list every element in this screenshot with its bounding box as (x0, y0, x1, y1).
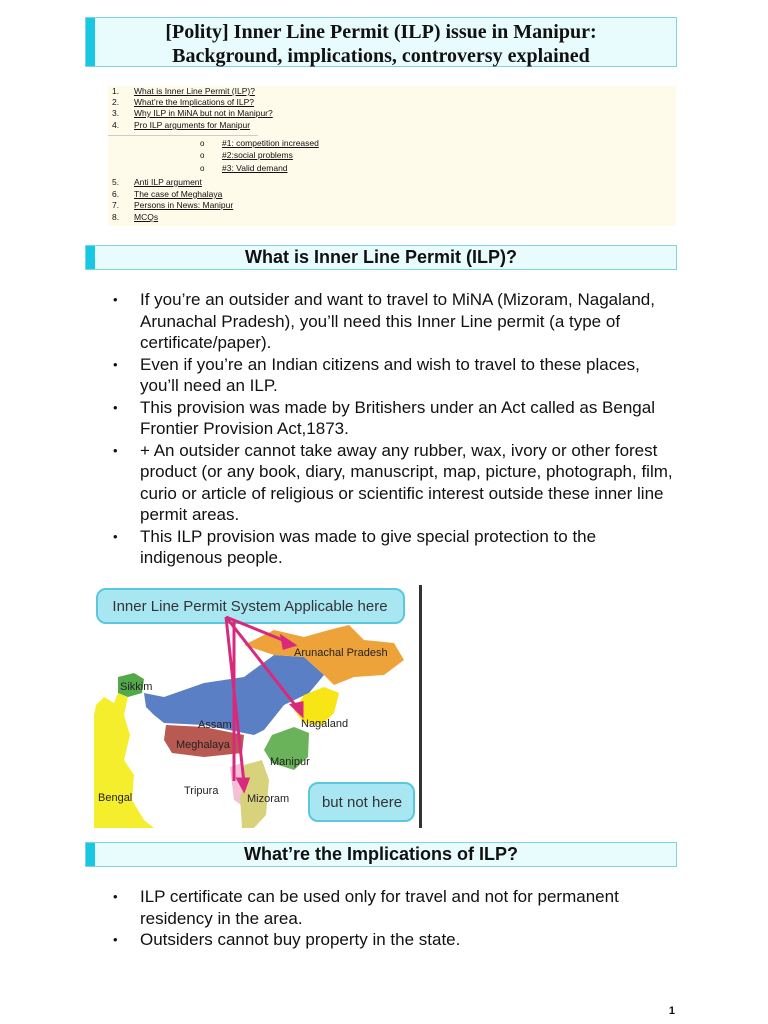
label-tripura: Tripura (184, 785, 219, 797)
document-title-box (85, 17, 677, 67)
toc-item[interactable]: 3. Why ILP in MiNA but not in Manipur? (112, 108, 273, 118)
label-meghalaya: Meghalaya (176, 739, 230, 751)
label-mizoram: Mizoram (247, 793, 290, 805)
toc-link[interactable]: Why ILP in MiNA but not in Manipur? (134, 108, 273, 118)
label-assam: Assam (198, 719, 232, 731)
heading-accent-bar (86, 246, 95, 269)
northeast-india-map (94, 585, 422, 828)
toc-divider (108, 135, 258, 136)
table-of-contents (108, 86, 676, 226)
section-heading-text: What is Inner Line Permit (ILP)? (244, 247, 518, 267)
section-heading-ilp (85, 245, 677, 270)
toc-link[interactable]: What is Inner Line Permit (ILP)? (134, 86, 255, 96)
toc-item[interactable]: 6. The case of Meghalaya (112, 189, 223, 199)
toc-link[interactable]: Anti ILP argument (134, 177, 202, 187)
bullet-item: • + An outsider cannot take away any rubber, wax, ivory or other forest product (or any book, diary, manuscript, map, picture, photograph, film, curio or article of religious or scientific interest outside these inner line permit areas. (113, 440, 673, 526)
bullet-item: • This ILP provision was made to give special protection to the indigenous people. (113, 526, 673, 569)
toc-item[interactable]: 8. MCQs (112, 212, 159, 222)
toc-link[interactable]: The case of Meghalaya (134, 189, 223, 199)
section-heading-implications (85, 842, 677, 867)
toc-item[interactable]: 5. Anti ILP argument (112, 177, 202, 187)
toc-item[interactable]: 4. Pro ILP arguments for Manipur (112, 120, 251, 130)
bullet-item: • Even if you’re an Indian citizens and wish to travel to these places, you’ll need an ILP. (113, 354, 673, 397)
toc-link[interactable]: Pro ILP arguments for Manipur (134, 120, 251, 130)
ilp-map-figure (94, 585, 422, 828)
bullet-item: • If you’re an outsider and want to travel to MiNA (Mizoram, Nagaland, Arunachal Pradesh), you’ll need this Inner Line permit (a type of certificate/paper). (113, 289, 673, 354)
title-accent-bar (86, 18, 95, 66)
bullet-item: • Outsiders cannot buy property in the state. (113, 929, 673, 951)
label-nagaland: Nagaland (301, 718, 349, 730)
heading-accent-bar (86, 843, 95, 866)
toc-sublink[interactable]: #3: Valid demand (222, 163, 288, 173)
section2-bullet-list (113, 886, 673, 951)
section-heading-text: What’re the Implications of ILP? (243, 844, 519, 864)
toc-link[interactable]: What’re the Implications of ILP? (134, 97, 255, 107)
bullet-item: • This provision was made by Britishers under an Act called as Bengal Frontier Provision Act,1873. (113, 397, 673, 440)
callout-top-text: Inner Line Permit System Applicable here (112, 598, 388, 615)
label-arunachal: Arunachal Pradesh (294, 647, 388, 659)
label-bengal: Bengal (98, 792, 133, 804)
toc-item[interactable]: 1. What is Inner Line Permit (ILP)? (112, 86, 255, 96)
toc-item[interactable]: 2. What’re the Implications of ILP? (112, 97, 255, 107)
label-manipur: Manipur (270, 756, 310, 768)
label-sikkim: Sikkim (120, 681, 153, 693)
toc-link[interactable]: Persons in News: Manipur (134, 200, 234, 210)
bullet-item: • ILP certificate can be used only for travel and not for permanent residency in the area. (113, 886, 673, 929)
page-number: 1 (668, 1005, 675, 1017)
document-title-line-1: [Polity] Inner Line Permit (ILP) issue in Manipur: (165, 21, 597, 43)
document-title-line-2: Background, implications, controversy explained (172, 45, 590, 67)
toc-sublink[interactable]: #1: competition increased (222, 138, 319, 148)
toc-subitem[interactable]: o #2:social problems (200, 150, 293, 160)
toc-sublink[interactable]: #2:social problems (222, 150, 293, 160)
toc-subitem[interactable]: o #1: competition increased (200, 138, 319, 148)
callout-bottom-text: but not here (321, 794, 403, 811)
section1-bullet-list (113, 289, 673, 569)
toc-item[interactable]: 7. Persons in News: Manipur (112, 200, 234, 210)
toc-link[interactable]: MCQs (134, 212, 159, 222)
toc-subitem[interactable]: o #3: Valid demand (200, 163, 288, 173)
